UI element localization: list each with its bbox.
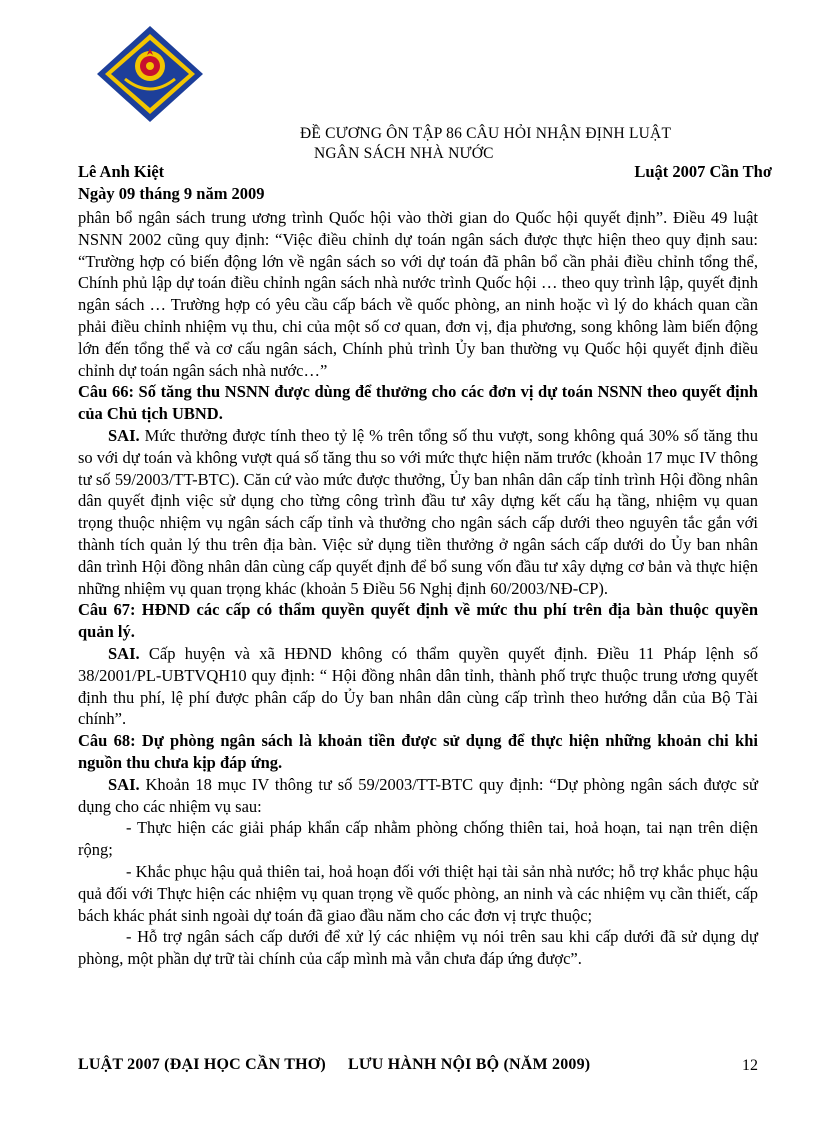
- answer-label: SAI.: [108, 774, 140, 794]
- answer-67: [78, 643, 758, 730]
- question-67: Câu 67: HĐND các cấp có thẩm quyền quyết định về mức thu phí trên địa bàn thuộc quyền quản lý.: [78, 600, 758, 642]
- footer-right: LƯU HÀNH NỘI BỘ (NĂM 2009): [347, 1056, 591, 1073]
- document-title: [300, 124, 671, 164]
- document-date: Ngày 09 tháng 9 năm 2009: [78, 184, 265, 203]
- answer-66: [78, 425, 758, 599]
- bullet-item: - Hỗ trợ ngân sách cấp dưới để xử lý các nhiệm vụ nói trên sau khi cấp dưới đã sử dụng dự phòng, một phần dự trữ tài chính của cấp mình mà vẫn chưa đáp ứng được”.: [78, 927, 758, 969]
- page-footer: [78, 1056, 590, 1074]
- answer-label: SAI.: [108, 643, 140, 663]
- question-68: Câu 68: Dự phòng ngân sách là khoản tiền được sử dụng để thực hiện những khoản chi khi nguồn thu chưa kịp đáp ứng.: [78, 731, 758, 772]
- bullet-item: - Khắc phục hậu quả thiên tai, hoả hoạn đối với thiệt hại tài sản nhà nước; hỗ trợ khắc phục hậu quả đối với Thực hiện các nhiệm vụ quan trọng về quốc phòng, an ninh và các nhiệm vụ cần thiết, cấp bách khác phát sinh ngoài dự toán đã giao đầu năm cho các đơn vị trực thuộc;: [78, 861, 758, 925]
- answer-text: Cấp huyện và xã HĐND không có thẩm quyền quyết định. Điều 11 Pháp lệnh số 38/2001/PL-UBTVQH10 quy định: “ Hội đồng nhân dân tỉnh, thành phố trực thuộc trung ương quyết định thu phí, lệ phí được phân cấp do Ủy ban nhân dân cùng cấp trình theo hướng dẫn của Bộ Tài chính”.: [78, 643, 758, 729]
- main-content: [78, 207, 758, 970]
- bullet-item: - Thực hiện các giải pháp khẩn cấp nhằm phòng chống thiên tai, hoả hoạn, tai nạn trên diện rộng;: [78, 818, 758, 860]
- author-name: Lê Anh Kiệt: [78, 162, 165, 181]
- university-logo: [95, 24, 205, 124]
- answer-label: SAI.: [108, 425, 140, 445]
- question-66: Câu 66: Số tăng thu NSNN được dùng để thưởng cho các đơn vị dự toán NSNN theo quyết định của Chủ tịch UBND.: [78, 382, 758, 424]
- answer-text: Mức thưởng được tính theo tỷ lệ % trên tổng số thu vượt, song không quá 30% số tăng thu so với dự toán và không vượt quá số tăng thu so với mức thực hiện năm trước (khoản 17 mục IV thông tư số 59/2003/TT-BTC). Căn cứ vào mức được thưởng, Ủy ban nhân dân cấp tỉnh trình Hội đồng nhân dân quyết định việc sử dụng cho từng công trình đầu tư xây dựng kết cấu hạ tầng, nhiệm vụ quan trọng thuộc nhiệm vụ ngân sách cấp tỉnh và thưởng cho ngân sách cấp dưới theo nguyên tắc gắn với thành tích quản lý thu trên địa bàn. Việc sử dụng tiền thưởng ở ngân sách cấp dưới do Ủy ban nhân dân trình Hội đồng nhân dân cùng cấp quyết định để bổ sung vốn đầu tư xây dựng cơ bản và thực hiện những nhiệm vụ quan trọng khác (khoản 5 Điều 56 Nghị định 60/2003/NĐ-CP).: [78, 425, 758, 598]
- paragraph-continued: phân bổ ngân sách trung ương trình Quốc hội vào thời gian do Quốc hội quyết định”. Điều 49 luật NSNN 2002 cũng quy định: “Việc điều chỉnh dự toán ngân sách được thực hiện theo quy định sau: “Trường hợp có biến động lớn về ngân sách so với dự toán đã phân bổ cần phải điều chỉnh tổng thể, Chính phủ lập dự toán điều chỉnh ngân sách nhà nước trình Quốc hội … theo quy trình lập, quyết định ngân sách … Trường hợp có yêu cầu cấp bách về quốc phòng, an ninh hoặc vì lý do khách quan cần phải điều chỉnh nhiệm vụ thu, chi của một số cơ quan, đơn vị, địa phương, song không làm biến động lớn đến tổng thể và cơ cấu ngân sách, Chính phủ trình Ủy ban thường vụ Quốc hội quyết định điều chỉnh dự toán ngân sách nhà nước…”: [78, 208, 758, 380]
- title-line-1: ĐỀ CƯƠNG ÔN TẬP 86 CÂU HỎI NHẬN ĐỊNH LUẬT: [300, 125, 672, 142]
- footer-left: LUẬT 2007 (ĐẠI HỌC CẦN THƠ): [78, 1056, 326, 1073]
- page-number: 12: [742, 1057, 758, 1074]
- answer-text: Khoản 18 mục IV thông tư số 59/2003/TT-BTC quy định: “Dự phòng ngân sách được sử dụng cho các nhiệm vụ sau:: [78, 774, 758, 816]
- title-line-2: NGÂN SÁCH NHÀ NƯỚC: [314, 145, 494, 162]
- course-label: Luật 2007 Cần Thơ: [634, 162, 772, 181]
- answer-68: [78, 774, 758, 818]
